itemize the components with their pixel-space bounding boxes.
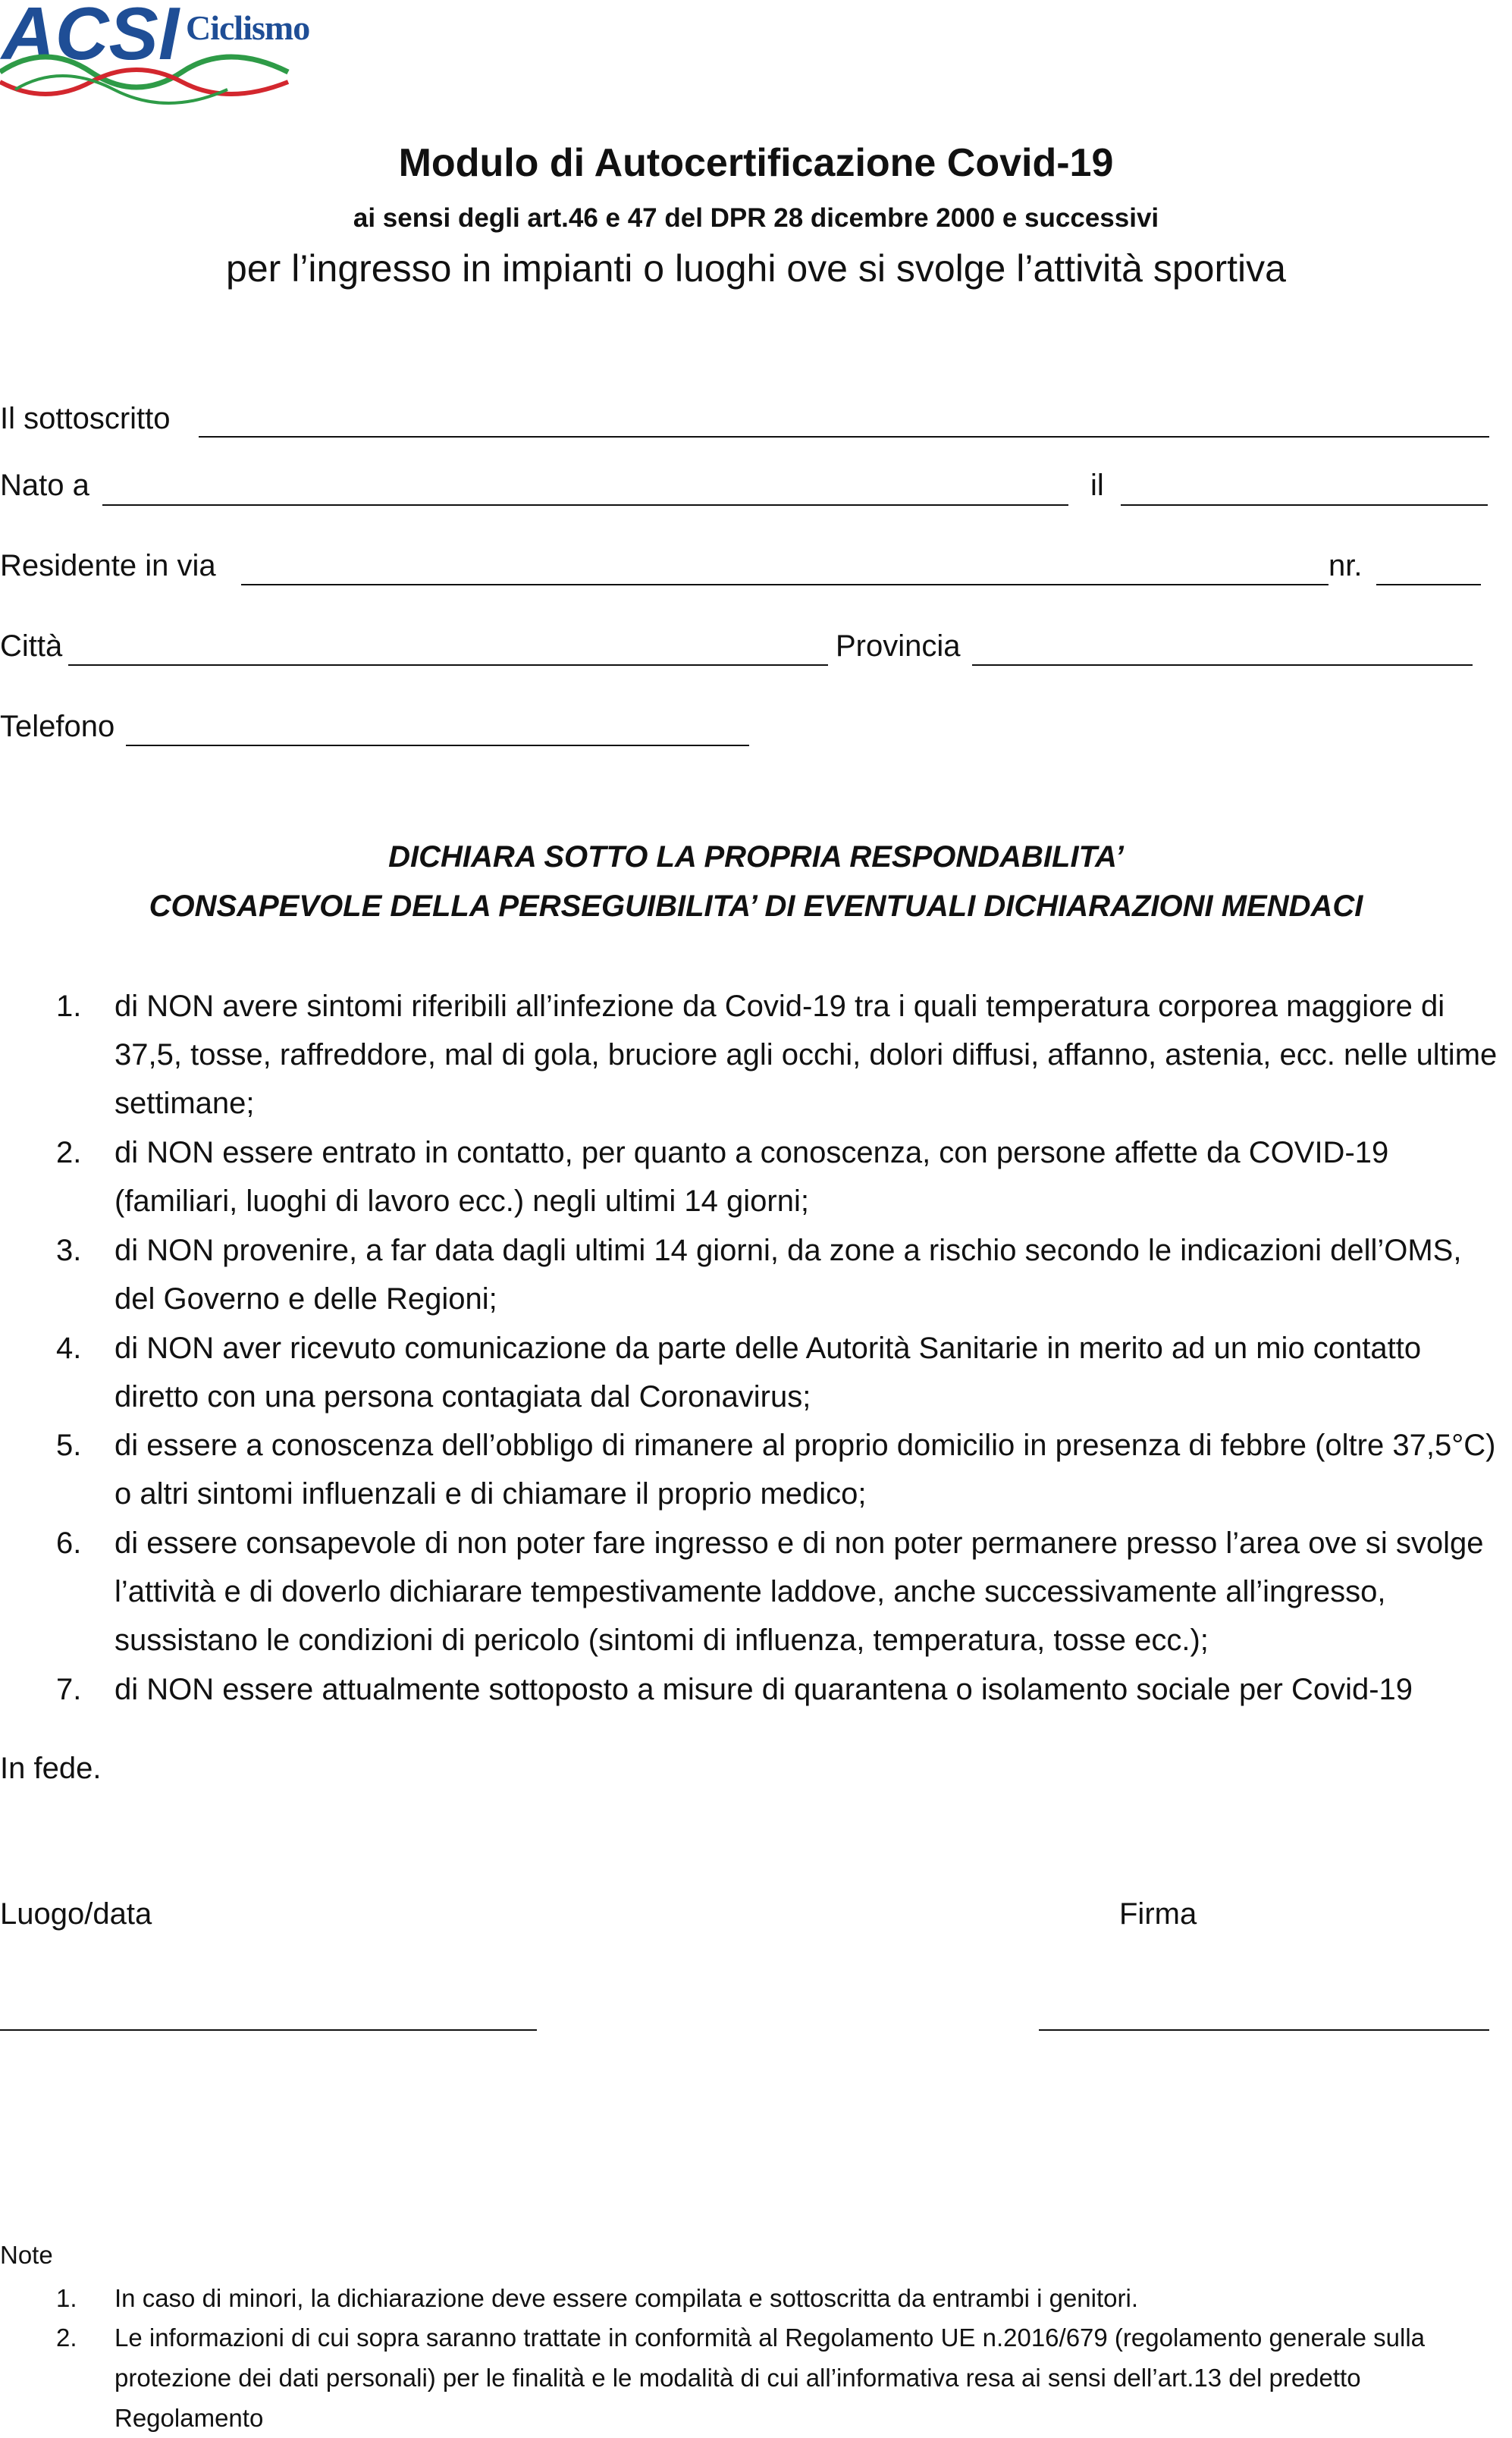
in-fede: In fede. — [0, 1752, 102, 1785]
list-item-number: 2. — [56, 1136, 82, 1169]
list-item-number: 5. — [56, 1429, 82, 1462]
declaration-line-1: DICHIARA SOTTO LA PROPRIA RESPONDABILITA’ — [388, 840, 1124, 874]
page-title: Modulo di Autocertificazione Covid-19 — [398, 141, 1114, 185]
list-item-number: 1. — [56, 990, 82, 1023]
field-sottoscritto[interactable] — [199, 436, 1489, 438]
list-item-text: di NON avere sintomi riferibili all’infezione da Covid-19 tra i quali temperatura corporea maggiore di 37,5, tosse, raffreddore, mal di gola, bruciore agli occhi, dolori diffusi, affanno, astenia, ecc. nelle ultime settimane; — [114, 990, 1498, 1120]
logo-word: Ciclismo — [186, 8, 310, 47]
field-telefono[interactable] — [126, 745, 749, 746]
list-item-number: 6. — [56, 1526, 82, 1560]
label-residente: Residente in via — [0, 549, 216, 582]
note-text: Le informazioni di cui sopra saranno trattate in conformità al Regolamento UE n.2016/679 (regolamento generale sulla protezione dei dati personali) per le finalità e le modalità di cui all’informativa resa ai sensi dell’art.13 del predetto Regolamento — [114, 2323, 1426, 2432]
list-item-text: di NON provenire, a far data dagli ultimi 14 giorni, da zone a rischio secondo le indicazioni dell’OMS, del Governo e delle Regioni; — [114, 1234, 1462, 1316]
list-item-number: 4. — [56, 1332, 82, 1365]
notes-heading: Note — [0, 2241, 53, 2269]
label-provincia: Provincia — [836, 629, 961, 663]
label-citta: Città — [0, 629, 63, 663]
label-nato: Nato a — [0, 469, 89, 502]
field-nr[interactable] — [1376, 584, 1481, 585]
label-il: il — [1090, 469, 1104, 502]
label-sottoscritto: Il sottoscritto — [0, 402, 171, 435]
field-firma[interactable] — [1039, 2029, 1489, 2031]
declaration-line-2: CONSAPEVOLE DELLA PERSEGUIBILITA’ DI EVENTUALI DICHIARAZIONI MENDACI — [149, 890, 1363, 923]
field-via[interactable] — [241, 584, 1328, 585]
list-item-text: di NON aver ricevuto comunicazione da parte delle Autorità Sanitarie in merito ad un mio contatto diretto con una persona contagiata dal Coronavirus; — [114, 1332, 1422, 1414]
field-provincia[interactable] — [972, 664, 1473, 666]
page-subtitle-2: per l’ingresso in impianti o luoghi ove si svolge l’attività sportiva — [226, 247, 1286, 290]
list-item-text: di essere consapevole di non poter fare ingresso e di non poter permanere presso l’area ove si svolge l’attività e di doverlo dichiarare tempestivamente laddove, anche successivamente all’ingresso, sussistano le condizioni di pericolo (sintomi di influenza, temperatura, tosse ecc.); — [114, 1526, 1484, 1657]
list-item-number: 3. — [56, 1234, 82, 1267]
label-firma: Firma — [1119, 1897, 1197, 1931]
label-telefono: Telefono — [0, 710, 115, 743]
label-nr: nr. — [1328, 549, 1363, 582]
note-number: 1. — [56, 2284, 77, 2312]
field-luogo-data[interactable] — [0, 2029, 537, 2031]
field-citta[interactable] — [68, 664, 828, 666]
list-item-number: 7. — [56, 1673, 82, 1706]
note-text: In caso di minori, la dichiarazione deve essere compilata e sottoscritta da entrambi i genitori. — [114, 2284, 1139, 2312]
field-data-nascita[interactable] — [1121, 504, 1488, 506]
field-nato[interactable] — [102, 504, 1068, 506]
logo-brand: ACSI — [2, 0, 180, 75]
label-luogo-data: Luogo/data — [0, 1897, 152, 1931]
list-item-text: di NON essere entrato in contatto, per quanto a conoscenza, con persone affette da COVID-19 (familiari, luoghi di lavoro ecc.) negli ultimi 14 giorni; — [114, 1136, 1389, 1218]
list-item-text: di essere a conoscenza dell’obbligo di rimanere al proprio domicilio in presenza di febbre (oltre 37,5°C) o altri sintomi influenzali e di chiamare il proprio medico; — [114, 1429, 1496, 1511]
list-item-text: di NON essere attualmente sottoposto a misure di quarantena o isolamento sociale per Covid-19 — [114, 1673, 1413, 1706]
page-subtitle: ai sensi degli art.46 e 47 del DPR 28 dicembre 2000 e successivi — [353, 203, 1159, 233]
note-number: 2. — [56, 2323, 77, 2352]
